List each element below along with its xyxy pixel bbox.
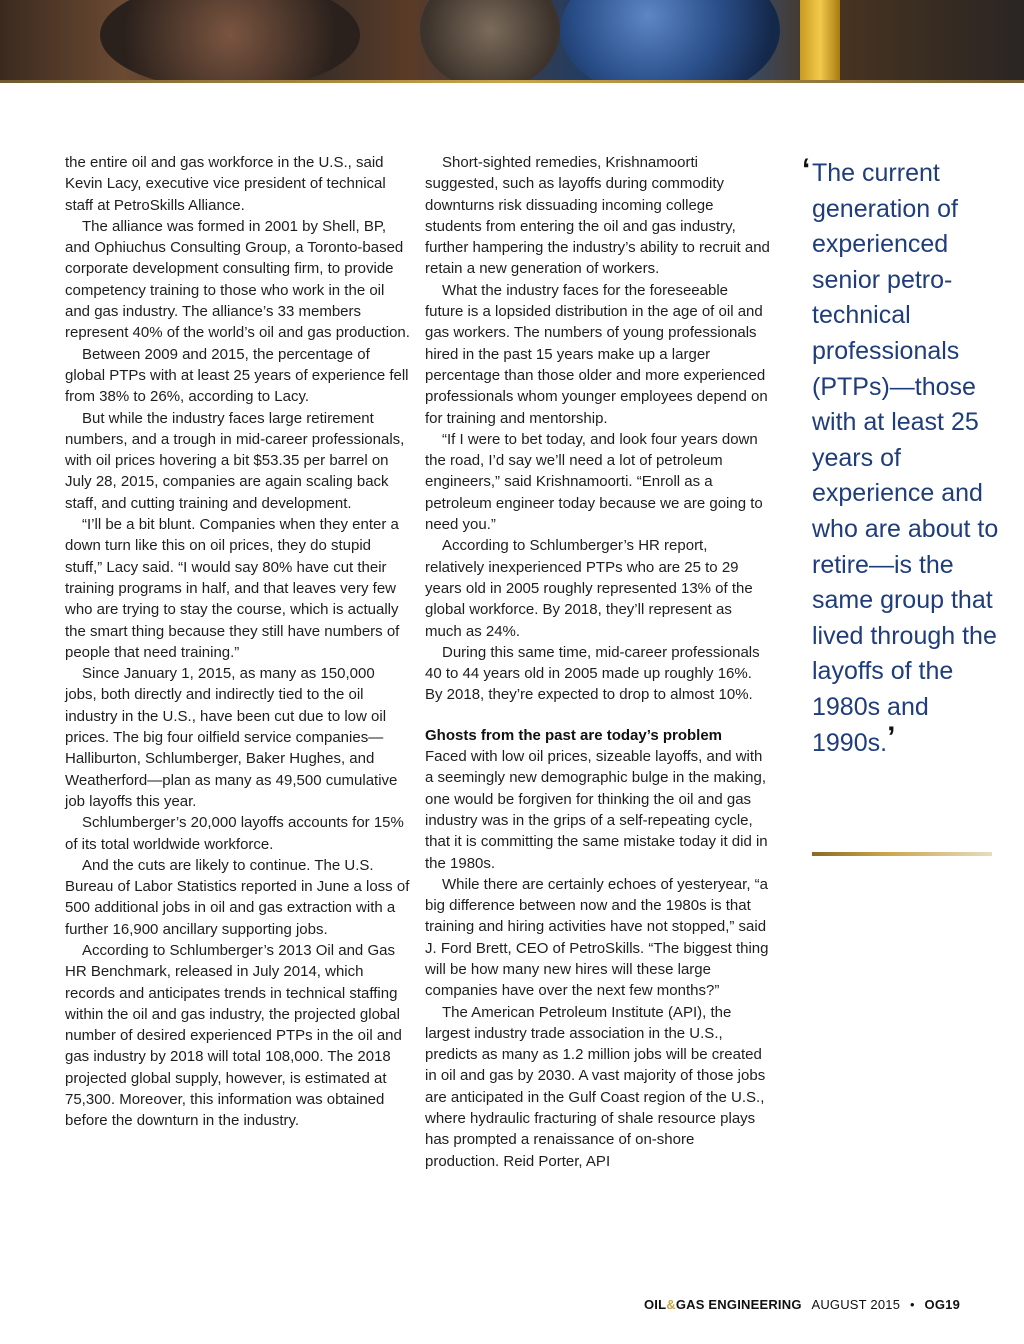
paragraph: But while the industry faces large retirement numbers, and a trough in mid-career professionals, with oil prices hovering a bit $53.35 per barrel on July 28, 2015, companies are again scaling back staff, and cutting training and development. — [65, 409, 405, 512]
close-quote-mark: ’ — [887, 720, 896, 754]
banner-pipe-shape — [100, 0, 360, 80]
paragraph: Schlumberger’s 20,000 layoffs accounts for 15% of its total worldwide workforce. — [65, 814, 404, 853]
paragraph: According to Schlumberger’s 2013 Oil and Gas HR Benchmark, released in July 2014, which records and anticipates trends in technical staffing within the oil and gas industry, the projected global number of desired experienced PTPs in the oil and gas industry by 2018 will total 108,000. The 2018 projected global supply, however, is estimated at 75,300. Moreover, this information was obtained before the downturn in the industry. — [65, 941, 402, 1130]
paragraph: Since January 1, 2015, as many as 150,000 jobs, both directly and indirectly tied to the oil industry in the U.S., have been cut due to low oil prices. The big four oilfield service companies—Halliburton, Schlumberger, Baker Hughes, and Weatherford—plan as many as 49,500 cumulative job layoffs this year. — [65, 665, 398, 810]
article-column-1 — [65, 152, 410, 1132]
header-photo-banner — [0, 0, 1024, 80]
banner-rule — [0, 80, 1024, 83]
banner-gauge-shape — [800, 0, 840, 80]
pull-quote — [802, 153, 1012, 761]
banner-valve-shape — [560, 0, 780, 80]
page-footer — [644, 1297, 960, 1312]
paragraph: The American Petroleum Institute (API), the largest industry trade association in the U.S., predicts as many as 1.2 million jobs will be created in oil and gas by 2030. A vast majority of those jobs are anticipated in the Gulf Coast region of the U.S., where hydraulic fracturing of shale resource plays has prompted a renaissance of on-shore production. Reid Porter, API — [425, 1003, 766, 1170]
paragraph: According to Schlumberger’s HR report, relatively inexperienced PTPs who are 25 to 29 years old in 2005 roughly represented 13% of the global workforce. By 2018, they’ll represent as much as 24%. — [425, 537, 753, 640]
article-column-2 — [425, 152, 770, 1172]
brand-oil: OIL — [643, 1297, 667, 1312]
paragraph: Faced with low oil prices, sizeable layoffs, and with a seemingly new demographic bulge in the making, one would be forgiven for thinking the oil and gas industry was in the grips of a self-repeating cycle, that it is committing the same mistake today it did in the 1980s. — [425, 748, 768, 872]
brand-ampersand: & — [666, 1297, 676, 1312]
paragraph: Short-sighted remedies, Krishnamoorti suggested, such as layoffs during commodity downturns risk dissuading incoming college students from entering the oil and gas industry, further hampering the industry’s ability to recruit and retain a new generation of workers. — [425, 154, 770, 278]
section-heading: Ghosts from the past are today’s problem — [425, 726, 723, 744]
paragraph: While there are certainly echoes of yesteryear, “a big difference between now and the 1980s is that training and hiring activities have not stopped,” said J. Ford Brett, CEO of PetroSkills. “The biggest thing will be how many new hires will these large companies have over the next few months?” — [425, 875, 769, 1000]
page-number: OG19 — [924, 1297, 960, 1312]
paragraph: the entire oil and gas workforce in the U.S., said Kevin Lacy, executive vice president of technical staff at PetroSkills Alliance. — [65, 154, 386, 214]
paragraph: The alliance was formed in 2001 by Shell, BP, and Ophiuchus Consulting Group, a Toronto-based corporate development consulting firm, to provide competency training to those who work in the oil and gas industry. The alliance’s 33 members represent 40% of the world’s oil and gas production. — [65, 217, 410, 342]
publication-name — [644, 1297, 802, 1312]
paragraph: During this same time, mid-career professionals 40 to 44 years old in 2005 made up roughly 16%. By 2018, they’re expected to drop to almost 10%. — [425, 643, 760, 704]
brand-gas-engineering: GAS ENGINEERING — [675, 1297, 802, 1312]
paragraph: And the cuts are likely to continue. The U.S. Bureau of Labor Statistics reported in June a loss of 500 additional jobs in oil and gas extraction with a further 16,900 ancillary supporting jobs. — [65, 856, 410, 938]
paragraph: What the industry faces for the foreseeable future is a lopsided distribution in the age of oil and gas workers. The numbers of young professionals hired in the past 15 years make up a larger percentage than those older and more experienced professionals whom younger employees depend on for training and mentorship. — [425, 281, 768, 427]
pull-quote-rule — [812, 852, 992, 856]
paragraph: “I’ll be a bit blunt. Companies when they enter a down turn like this on oil prices, they do stupid stuff,” Lacy said. “I would say 80% have cut their training programs in half, and that leaves very few who are trying to stay the course, which is actually the smart thing because they still have numbers of people that need training.” — [65, 516, 400, 661]
open-quote-mark: ‘ — [802, 153, 811, 186]
footer-separator: • — [909, 1297, 915, 1312]
banner-gear-shape — [420, 0, 560, 80]
paragraph: “If I were to bet today, and look four years down the road, I’d say we’ll need a lot of petroleum engineers,” said Krishnamoorti. “Enroll as a petroleum engineer today because we are going to need you.” — [425, 430, 763, 534]
pull-quote-text: The current generation of experienced senior petro-technical professionals (PTPs)—those with at least 25 years of experience and who are about to retire—is the same group that lived through the layoffs of the 1980s and 1990s. — [812, 159, 999, 757]
paragraph: Between 2009 and 2015, the percentage of global PTPs with at least 25 years of experience fell from 38% to 26%, according to Lacy. — [65, 345, 409, 406]
issue-date: AUGUST 2015 — [811, 1297, 901, 1312]
